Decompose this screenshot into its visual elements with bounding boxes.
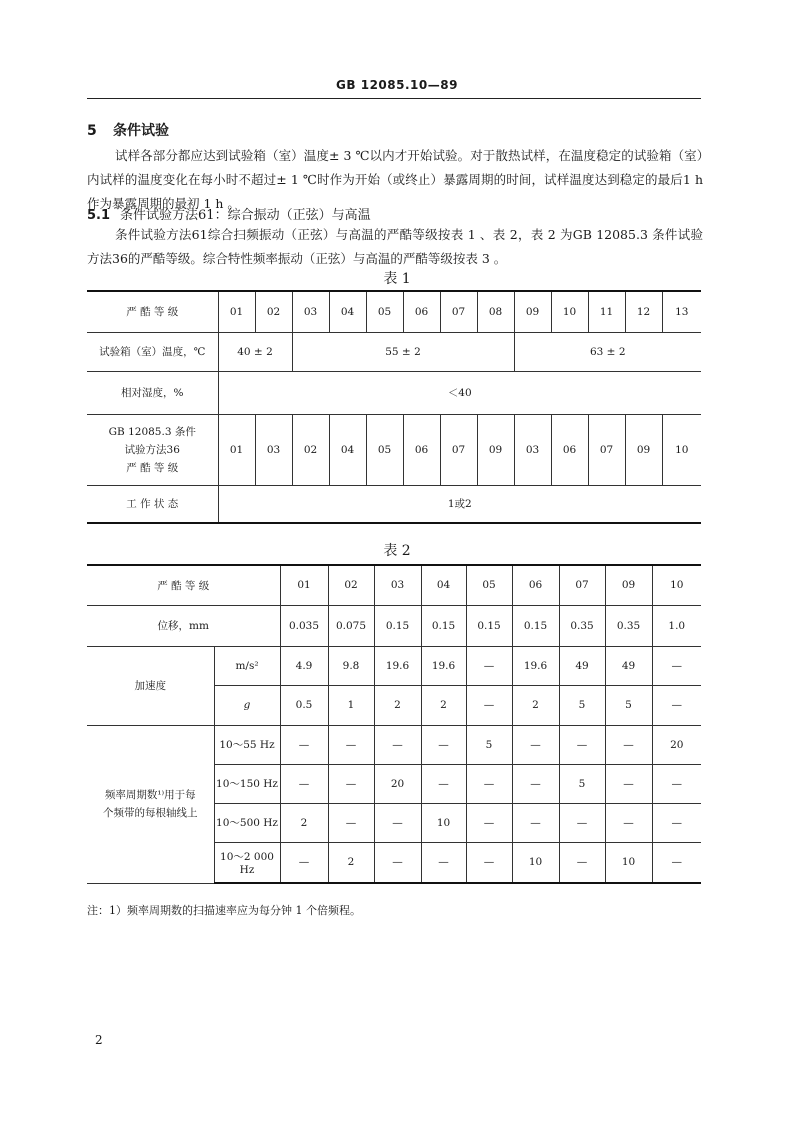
table2-cell: 0.5 (280, 685, 328, 725)
table1-gb-label-line: 试验方法36 (124, 443, 180, 456)
table2-cell: 5 (605, 685, 652, 725)
table2-band-range: 10～2 000 Hz (214, 842, 280, 883)
table2-accel-unit-g: g (214, 685, 280, 725)
section-number: 5 (87, 123, 97, 139)
table2-row-severity (87, 565, 701, 605)
table2-cell: — (466, 685, 512, 725)
table1-cell: 08 (477, 291, 514, 332)
table1-cell: 05 (366, 291, 403, 332)
table1-temp-label: 试验箱（室）温度，℃ (87, 332, 218, 371)
table2-freq-label-line: 频率周期数¹⁾用于每 (104, 789, 196, 801)
table2-row-accel-ms2 (87, 646, 701, 685)
table2-cell: 2 (512, 685, 559, 725)
table1-gb-label-line: 严 酷 等 级 (126, 461, 179, 474)
table2-cell: 2 (421, 685, 466, 725)
table1-cell: 06 (551, 414, 588, 485)
table1-cell: 10 (662, 414, 701, 485)
table2-cell: — (605, 803, 652, 842)
table2-cell: — (605, 725, 652, 764)
table2-cell: — (280, 725, 328, 764)
table2-cell: 0.15 (421, 605, 466, 646)
table2-cell: — (466, 764, 512, 803)
table1-cell: 09 (625, 414, 662, 485)
table1-cell: 02 (255, 291, 292, 332)
subsection-title: 条件试验方法61：综合振动（正弦）与高温 (120, 208, 371, 223)
table2-cell: 2 (374, 685, 421, 725)
table2-cell: 01 (280, 565, 328, 605)
table2-accel-unit-ms2: m/s² (214, 646, 280, 685)
table1-cell: 12 (625, 291, 662, 332)
table2-disp-label: 位移，mm (87, 605, 280, 646)
table1-cell: 1或2 (218, 485, 701, 523)
table2-cell: — (328, 725, 374, 764)
table2-cell: 10 (652, 565, 701, 605)
section-title: 条件试验 (113, 123, 169, 139)
table2-cell: — (652, 646, 701, 685)
subsection-heading (87, 204, 371, 223)
table1-cell: 63 ± 2 (514, 332, 701, 371)
table2-freq-label (87, 725, 214, 883)
header-rule (87, 98, 701, 99)
table2-cell: 06 (512, 565, 559, 605)
table1-cell: 40 ± 2 (218, 332, 292, 371)
table2-cell: — (559, 803, 605, 842)
table1-cell: 09 (477, 414, 514, 485)
table2-cell: — (559, 725, 605, 764)
table2-cell: 49 (605, 646, 652, 685)
table2-freq-label-line: 个频带的每根轴线上 (103, 807, 198, 819)
table2-cell: 10 (421, 803, 466, 842)
table1-cell: 55 ± 2 (292, 332, 514, 371)
table2-caption: 表 2 (383, 543, 411, 559)
table2-cell: 0.075 (328, 605, 374, 646)
table2-cell: — (374, 725, 421, 764)
table1-cell: 13 (662, 291, 701, 332)
table2-cell: — (421, 842, 466, 883)
table2-cell: — (328, 803, 374, 842)
table1-row-temperature (87, 332, 701, 371)
table2-cell: 05 (466, 565, 512, 605)
table1-severity-label: 严 酷 等 级 (87, 291, 218, 332)
table2-cell: 0.035 (280, 605, 328, 646)
table2-cell: 09 (605, 565, 652, 605)
table2-cell: — (512, 725, 559, 764)
table2-cell: — (328, 764, 374, 803)
table2-cell: 10 (605, 842, 652, 883)
table1-work-label: 工 作 状 态 (87, 485, 218, 523)
table1-cell: 05 (366, 414, 403, 485)
table2-cell: — (559, 842, 605, 883)
table2-cell: — (466, 842, 512, 883)
table1-cell: 01 (218, 414, 255, 485)
table2-band-range: 10～55 Hz (214, 725, 280, 764)
table2-cell: — (652, 764, 701, 803)
paragraph-2-text: 条件试验方法61综合扫频振动（正弦）与高温的严酷等级按表 1 、表 2，表 2 为GB 12085.3 条件试验方法36的严酷等级。综合特性频率振动（正弦）与高温的严酷等级按表 3 。 (87, 227, 703, 266)
table1-cell: 07 (440, 291, 477, 332)
section-heading (87, 120, 169, 140)
table2-cell: 5 (466, 725, 512, 764)
table1-cell: 03 (514, 414, 551, 485)
table-1 (87, 290, 701, 524)
table1-cell: 03 (292, 291, 329, 332)
table2-cell: — (466, 803, 512, 842)
table2-cell: 19.6 (512, 646, 559, 685)
table2-cell: — (374, 803, 421, 842)
table2-cell: 07 (559, 565, 605, 605)
table2-cell: 0.15 (466, 605, 512, 646)
table2-cell: — (652, 803, 701, 842)
table1-row-gb (87, 414, 701, 485)
table2-cell: 4.9 (280, 646, 328, 685)
table2-cell: — (280, 764, 328, 803)
table2-cell: 19.6 (421, 646, 466, 685)
table2-cell: 1.0 (652, 605, 701, 646)
table1-cell: 03 (255, 414, 292, 485)
table2-cell: — (421, 764, 466, 803)
table1-row-severity (87, 291, 701, 332)
table2-cell: 0.15 (374, 605, 421, 646)
table2-cell: 0.35 (605, 605, 652, 646)
table2-cell: 04 (421, 565, 466, 605)
table2-cell: 9.8 (328, 646, 374, 685)
table2-cell: — (280, 842, 328, 883)
table2-cell: 1 (328, 685, 374, 725)
table2-row-band-1 (87, 725, 701, 764)
table1-cell: 04 (329, 414, 366, 485)
page-number: 2 (95, 1033, 103, 1047)
table1-cell: 04 (329, 291, 366, 332)
table1-row-humidity (87, 371, 701, 414)
table2-severity-label: 严 酷 等 级 (87, 565, 280, 605)
table2-cell: 2 (328, 842, 374, 883)
table2-cell: 0.15 (512, 605, 559, 646)
table2-cell: 20 (652, 725, 701, 764)
table1-cell: 02 (292, 414, 329, 485)
table2-cell: 19.6 (374, 646, 421, 685)
table1-cell: 07 (588, 414, 625, 485)
table1-caption: 表 1 (383, 271, 411, 287)
table1-cell: 07 (440, 414, 477, 485)
paragraph-1-text: 试样各部分都应达到试验箱（室）温度± 3 ℃以内才开始试验。对于散热试样，在温度稳定的试验箱（室）内试样的温度变化在每小时不超过± 1 ℃时作为开始（或终止）暴露周期的时间，试样温度达到稳定的最后1 h 作为暴露周期的最初 1 h 。 (87, 148, 703, 211)
table1-row-work (87, 485, 701, 523)
table1-cell: 09 (514, 291, 551, 332)
table2-cell: 02 (328, 565, 374, 605)
table2-accel-label: 加速度 (87, 646, 214, 725)
table1-humidity-label: 相对湿度，% (87, 371, 218, 414)
table1-gb-label-line: GB 12085.3 条件 (108, 425, 196, 438)
table1-cell: ＜40 (218, 371, 701, 414)
table2-cell: — (512, 764, 559, 803)
table2-cell: — (421, 725, 466, 764)
table2-cell: 2 (280, 803, 328, 842)
table1-cell: 01 (218, 291, 255, 332)
table2-cell: — (374, 842, 421, 883)
subsection-number: 5.1 (87, 208, 111, 223)
table2-band-range: 10～150 Hz (214, 764, 280, 803)
table2-cell: 03 (374, 565, 421, 605)
table1-cell: 11 (588, 291, 625, 332)
table-2 (87, 564, 701, 884)
table1-cell: 10 (551, 291, 588, 332)
table1-cell: 06 (403, 414, 440, 485)
table2-cell: 10 (512, 842, 559, 883)
footnote: 注：1）频率周期数的扫描速率应为每分钟 1 个倍频程。 (87, 904, 361, 917)
table2-cell: — (466, 646, 512, 685)
table2-cell: — (652, 842, 701, 883)
table2-cell: 49 (559, 646, 605, 685)
table2-cell: — (652, 685, 701, 725)
table2-cell: 20 (374, 764, 421, 803)
table2-cell: — (512, 803, 559, 842)
table1-cell: 06 (403, 291, 440, 332)
table2-cell: 5 (559, 685, 605, 725)
table2-cell: 5 (559, 764, 605, 803)
page-header: GB 12085.10—89 (336, 78, 458, 92)
table1-gb-label (87, 414, 218, 485)
table2-cell: 0.35 (559, 605, 605, 646)
table2-band-range: 10～500 Hz (214, 803, 280, 842)
table2-cell: — (605, 764, 652, 803)
table2-row-displacement (87, 605, 701, 646)
paragraph-2 (87, 223, 703, 271)
